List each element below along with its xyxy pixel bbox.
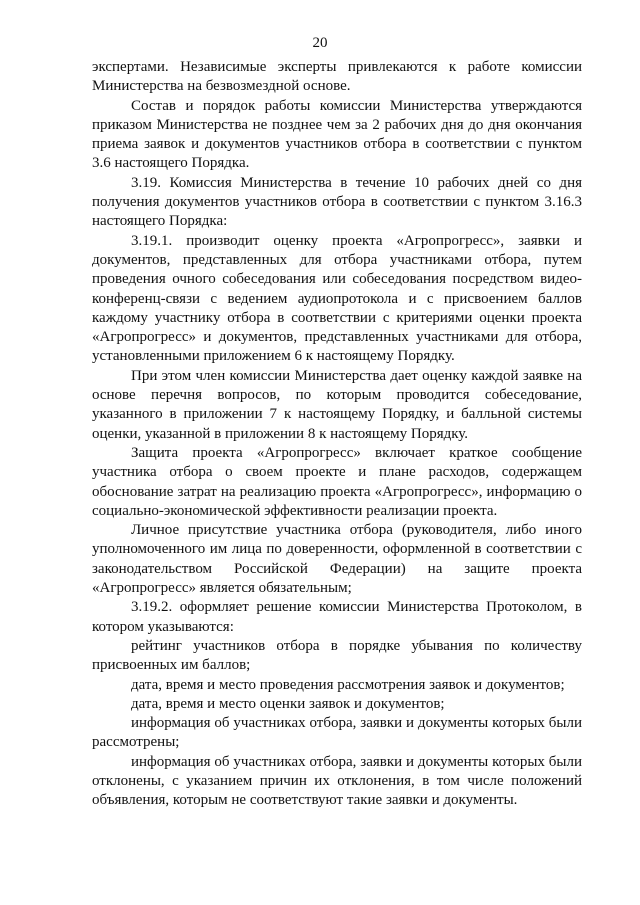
- paragraph-3-19: 3.19. Комиссия Министерства в течение 10 рабочих дней со дня получения документов участников отбора в соответствии с пунктом 3.16.3 настоящего Порядка:: [92, 174, 582, 230]
- list-item-review-date: дата, время и место проведения рассмотрения заявок и документов;: [131, 676, 565, 693]
- paragraph-member-evaluation: При этом член комиссии Министерства дает оценку каждой заявке на основе перечня вопросов, по которым проводится собеседование, указанного в приложении 7 к настоящему Порядку, и балльной системы оценки, указанной в приложении 8 к настоящему Порядку.: [92, 367, 582, 442]
- page-body: [92, 58, 582, 811]
- list-item-reviewed-participants: информация об участниках отбора, заявки и документы которых были рассмотрены;: [92, 715, 582, 751]
- paragraph-personal-presence: Личное присутствие участника отбора (руководителя, либо иного уполномоченного им лица по доверенности, оформленной в соответствии с законодательством Российской Федерации) на защите проекта «Агропрогресс» является обязательным;: [92, 522, 582, 597]
- paragraph-3-19-1: 3.19.1. производит оценку проекта «Агропрогресс», заявки и документов, представленных для отбора участниками отбора, путем проведения очного собеседования или собеседования посредством видео-конференц-связи с ведением аудиопротокола и с присвоением баллов каждому участнику отбора в соответствии с критериями оценки проекта «Агропрогресс» и документов, представленных участниками для отбора, установленными приложением 6 к настоящему Порядку.: [92, 232, 582, 365]
- list-item-evaluation-date: дата, время и место оценки заявок и документов;: [131, 695, 445, 712]
- paragraph-project-defense: Защита проекта «Агропрогресс» включает краткое сообщение участника отбора о своем проекте и плане расходов, содержащем обоснование затрат на реализацию проекта «Агропрогресс», информацию о социально-экономической эффективности реализации проекта.: [92, 444, 582, 519]
- paragraph-experts-continuation: экспертами. Независимые эксперты привлекаются к работе комиссии Министерства на безвозмездной основе.: [92, 59, 582, 95]
- list-item-rating: рейтинг участников отбора в порядке убывания по количеству присвоенных им баллов;: [92, 637, 582, 674]
- list-item-rejected-participants: информация об участниках отбора, заявки и документы которых были отклонены, с указанием причин их отклонения, в том числе положений объявления, которым не соответствуют такие заявки и документы.: [92, 753, 582, 809]
- paragraph-3-19-2: 3.19.2. оформляет решение комиссии Министерства Протоколом, в котором указываются:: [92, 599, 582, 635]
- paragraph-commission-composition: Состав и порядок работы комиссии Министерства утверждаются приказом Министерства не позднее чем за 2 рабочих дня до дня окончания приема заявок и документов участников отбора в соответствии с пунктом 3.6 настоящего Порядка.: [92, 97, 582, 172]
- page-number: 20: [312, 35, 328, 51]
